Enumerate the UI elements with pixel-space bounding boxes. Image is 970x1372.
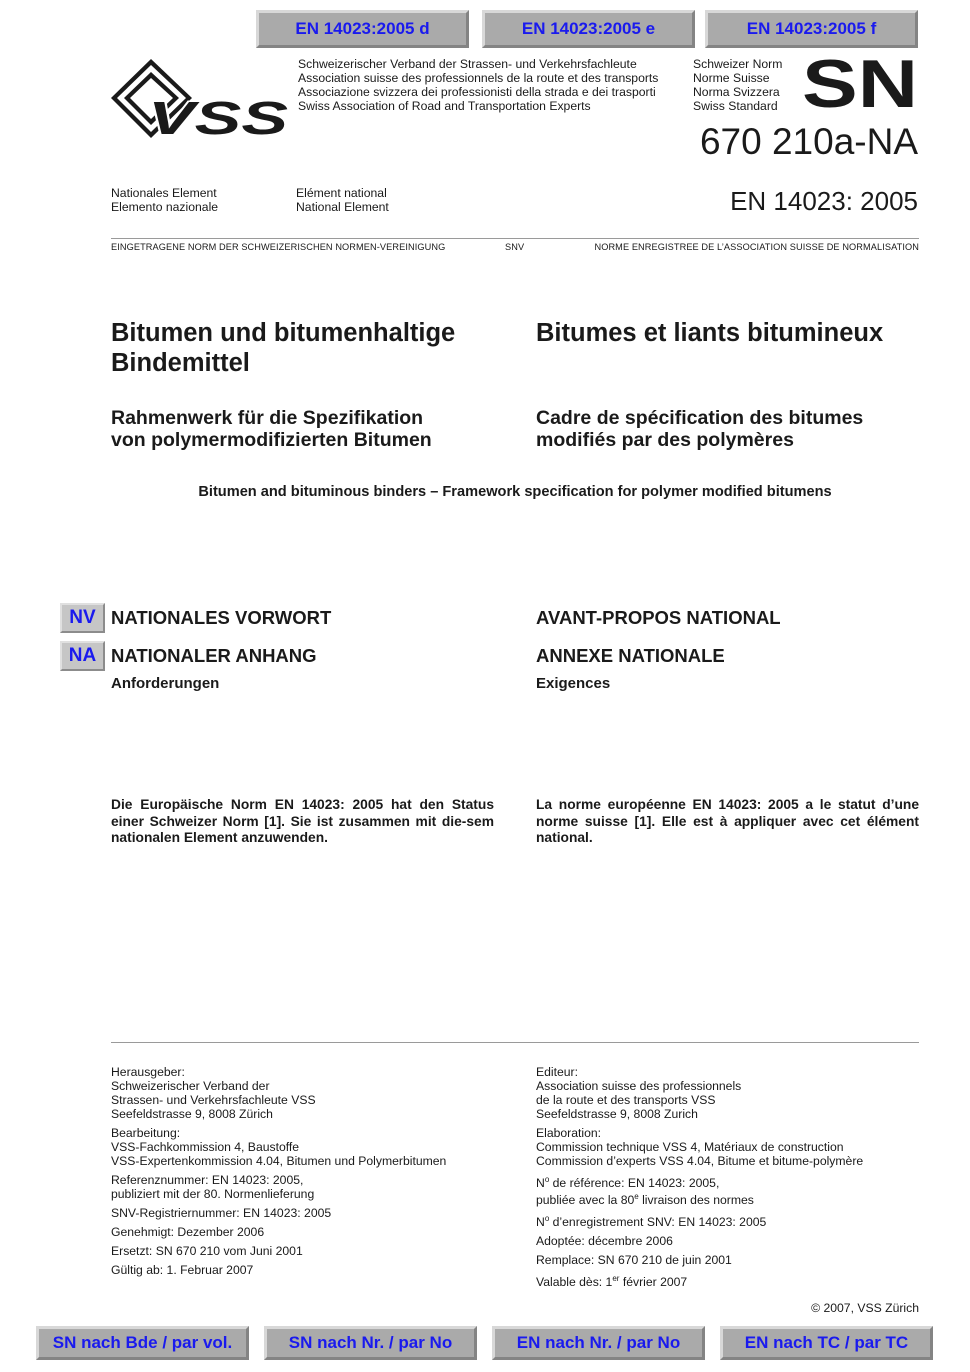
norm-line: Norme Suisse xyxy=(693,71,770,85)
element-label-line: Nationales Element xyxy=(111,186,217,200)
element-label-right xyxy=(296,186,389,214)
nv-tag-button[interactable]: NV xyxy=(60,603,105,633)
title-fr: Bitumes et liants bitumineux xyxy=(536,319,884,347)
title-de-line: Bindemittel xyxy=(111,349,250,377)
foreword-de: NATIONALES VORWORT xyxy=(111,607,332,628)
subtitle-de-line: Rahmenwerk für die Spezifikation xyxy=(111,407,424,429)
association-line: Associazione svizzera dei professionisti della strada e dei trasporti xyxy=(298,85,656,99)
association-line: Association suisse des professionnels de la route et des transports xyxy=(298,71,659,85)
element-label-left xyxy=(111,186,218,214)
subtitle-de xyxy=(111,407,432,451)
imprint-line: VSS-Expertenkommission 4.04, Bitumen und Polymerbitumen xyxy=(111,1154,447,1168)
text-part: d’enregistrement SNV: EN 14023: 2005 xyxy=(549,1215,767,1230)
imprint-line: Commission technique VSS 4, Matériaux de construction xyxy=(536,1140,844,1154)
registered-left: EINGETRAGENE NORM DER SCHWEIZERISCHEN NORMEN-VEREINIGUNG xyxy=(111,242,446,252)
text-part: publiée avec la 80 xyxy=(536,1193,635,1208)
association-line: Swiss Association of Road and Transportation Experts xyxy=(298,99,591,113)
imprint-line: Seefeldstrasse 9, 8008 Zurich xyxy=(536,1107,698,1121)
document-number: 670 210a-NA xyxy=(699,121,918,162)
en-14023-f-button[interactable]: EN 14023:2005 f xyxy=(705,10,918,48)
header-rule xyxy=(111,238,919,239)
registered-center: SNV xyxy=(505,242,525,252)
subtitle-fr-line: Cadre de spécification des bitumes xyxy=(536,407,864,429)
en-number: EN 14023: 2005 xyxy=(730,186,918,216)
imprint-line: de la route et des transports VSS xyxy=(536,1093,716,1107)
norm-line: Norma Svizzera xyxy=(693,85,780,99)
norm-language-block xyxy=(693,57,782,113)
registered-right: NORME ENREGISTREE DE L’ASSOCIATION SUISSE DE NORMALISATION xyxy=(594,242,919,252)
imprint-line xyxy=(536,1173,919,1190)
imprint-line: Association suisse des professionnels xyxy=(536,1079,742,1093)
superscript: er xyxy=(612,1274,620,1284)
superscript: o xyxy=(544,1214,550,1224)
text-part: livraison des normes xyxy=(638,1193,754,1208)
en-by-tc-button[interactable]: EN nach TC / par TC xyxy=(720,1326,933,1360)
imprint-line: Referenznummer: EN 14023: 2005, xyxy=(111,1173,304,1187)
imprint-line: Commission d’experts VSS 4.04, Bitume et bitume-polymère xyxy=(536,1154,864,1168)
association-line: Schweizerischer Verband der Strassen- und Verkehrsfachleute xyxy=(298,57,637,71)
imprint-line: SNV-Registriernummer: EN 14023: 2005 xyxy=(111,1206,332,1220)
status-paragraph-fr: La norme européenne EN 14023: 2005 a le statut d’une norme suisse [1]. Elle est à appliquer avec cet élément national. xyxy=(536,797,919,845)
element-label-line: National Element xyxy=(296,200,389,214)
imprint-line: Seefeldstrasse 9, 8008 Zürich xyxy=(111,1107,273,1121)
imprint-line xyxy=(536,1212,919,1229)
sn-by-number-button[interactable]: SN nach Nr. / par No xyxy=(264,1326,477,1360)
vss-logo-text: VSS xyxy=(148,92,289,142)
status-paragraph-de: Die Europäische Norm EN 14023: 2005 hat den Status einer Schweizer Norm [1]. Sie ist zusammen mit die-sem nationalen Element anzuwenden. xyxy=(111,797,494,845)
imprint-line: publiziert mit der 80. Normenlieferung xyxy=(111,1187,315,1201)
sn-by-volume-button[interactable]: SN nach Bde / par vol. xyxy=(36,1326,249,1360)
text-part: de référence: EN 14023: 2005, xyxy=(549,1176,720,1191)
vss-logo xyxy=(108,56,293,142)
en-14023-e-button[interactable]: EN 14023:2005 e xyxy=(482,10,695,48)
footer-rule xyxy=(111,1042,919,1043)
imprint-line: Strassen- und Verkehrsfachleute VSS xyxy=(111,1093,316,1107)
norm-line: Schweizer Norm xyxy=(693,57,783,71)
imprint-line: Genehmigt: Dezember 2006 xyxy=(111,1225,265,1239)
foreword-fr: AVANT-PROPOS NATIONAL xyxy=(536,607,781,628)
text-part: N xyxy=(536,1215,545,1230)
requirements-fr: Exigences xyxy=(536,675,611,692)
association-block xyxy=(298,57,658,113)
imprint-de xyxy=(111,1065,521,1282)
imprint-line: VSS-Fachkommission 4, Baustoffe xyxy=(111,1140,300,1154)
text-part: Valable dès: 1 xyxy=(536,1275,613,1290)
imprint-line: Ersetzt: SN 670 210 vom Juni 2001 xyxy=(111,1244,303,1258)
imprint-line: Editeur: xyxy=(536,1065,579,1079)
imprint-line: Remplace: SN 670 210 de juin 2001 xyxy=(536,1253,732,1268)
imprint-line: Gültig ab: 1. Februar 2007 xyxy=(111,1263,254,1277)
text-part: février 2007 xyxy=(619,1275,688,1290)
text-part: N xyxy=(536,1176,545,1191)
element-label-line: Elemento nazionale xyxy=(111,200,219,214)
sn-logo-text: SN xyxy=(802,52,918,112)
element-label-line: Elément national xyxy=(296,186,387,200)
annex-fr: ANNEXE NATIONALE xyxy=(536,645,725,666)
superscript: e xyxy=(634,1192,639,1202)
en-14023-d-button[interactable]: EN 14023:2005 d xyxy=(256,10,469,48)
imprint-fr xyxy=(536,1065,919,1294)
copyright: © 2007, VSS Zürich xyxy=(811,1301,919,1315)
en-by-number-button[interactable]: EN nach Nr. / par No xyxy=(492,1326,705,1360)
requirements-de: Anforderungen xyxy=(111,675,220,692)
imprint-line xyxy=(536,1190,919,1207)
imprint-line: Adoptée: décembre 2006 xyxy=(536,1234,673,1249)
subtitle-fr xyxy=(536,407,863,451)
imprint-line: Elaboration: xyxy=(536,1126,602,1140)
title-en: Bitumen and bituminous binders – Framework specification for polymer modified bitumens xyxy=(198,484,832,500)
annex-de: NATIONALER ANHANG xyxy=(111,645,317,666)
superscript: o xyxy=(544,1175,550,1184)
imprint-line: Schweizerischer Verband der xyxy=(111,1079,270,1093)
subtitle-fr-line: modifiés par des polymères xyxy=(536,429,794,451)
imprint-line: Bearbeitung: xyxy=(111,1126,181,1140)
norm-line: Swiss Standard xyxy=(693,99,778,113)
imprint-line: Herausgeber: xyxy=(111,1065,185,1079)
title-de xyxy=(111,318,455,378)
sn-logo xyxy=(802,52,920,112)
subtitle-de-line: von polymermodifizierten Bitumen xyxy=(111,429,432,451)
na-tag-button[interactable]: NA xyxy=(60,641,105,671)
title-de-line: Bitumen und bitumenhaltige xyxy=(111,319,456,347)
imprint-line xyxy=(536,1272,919,1289)
